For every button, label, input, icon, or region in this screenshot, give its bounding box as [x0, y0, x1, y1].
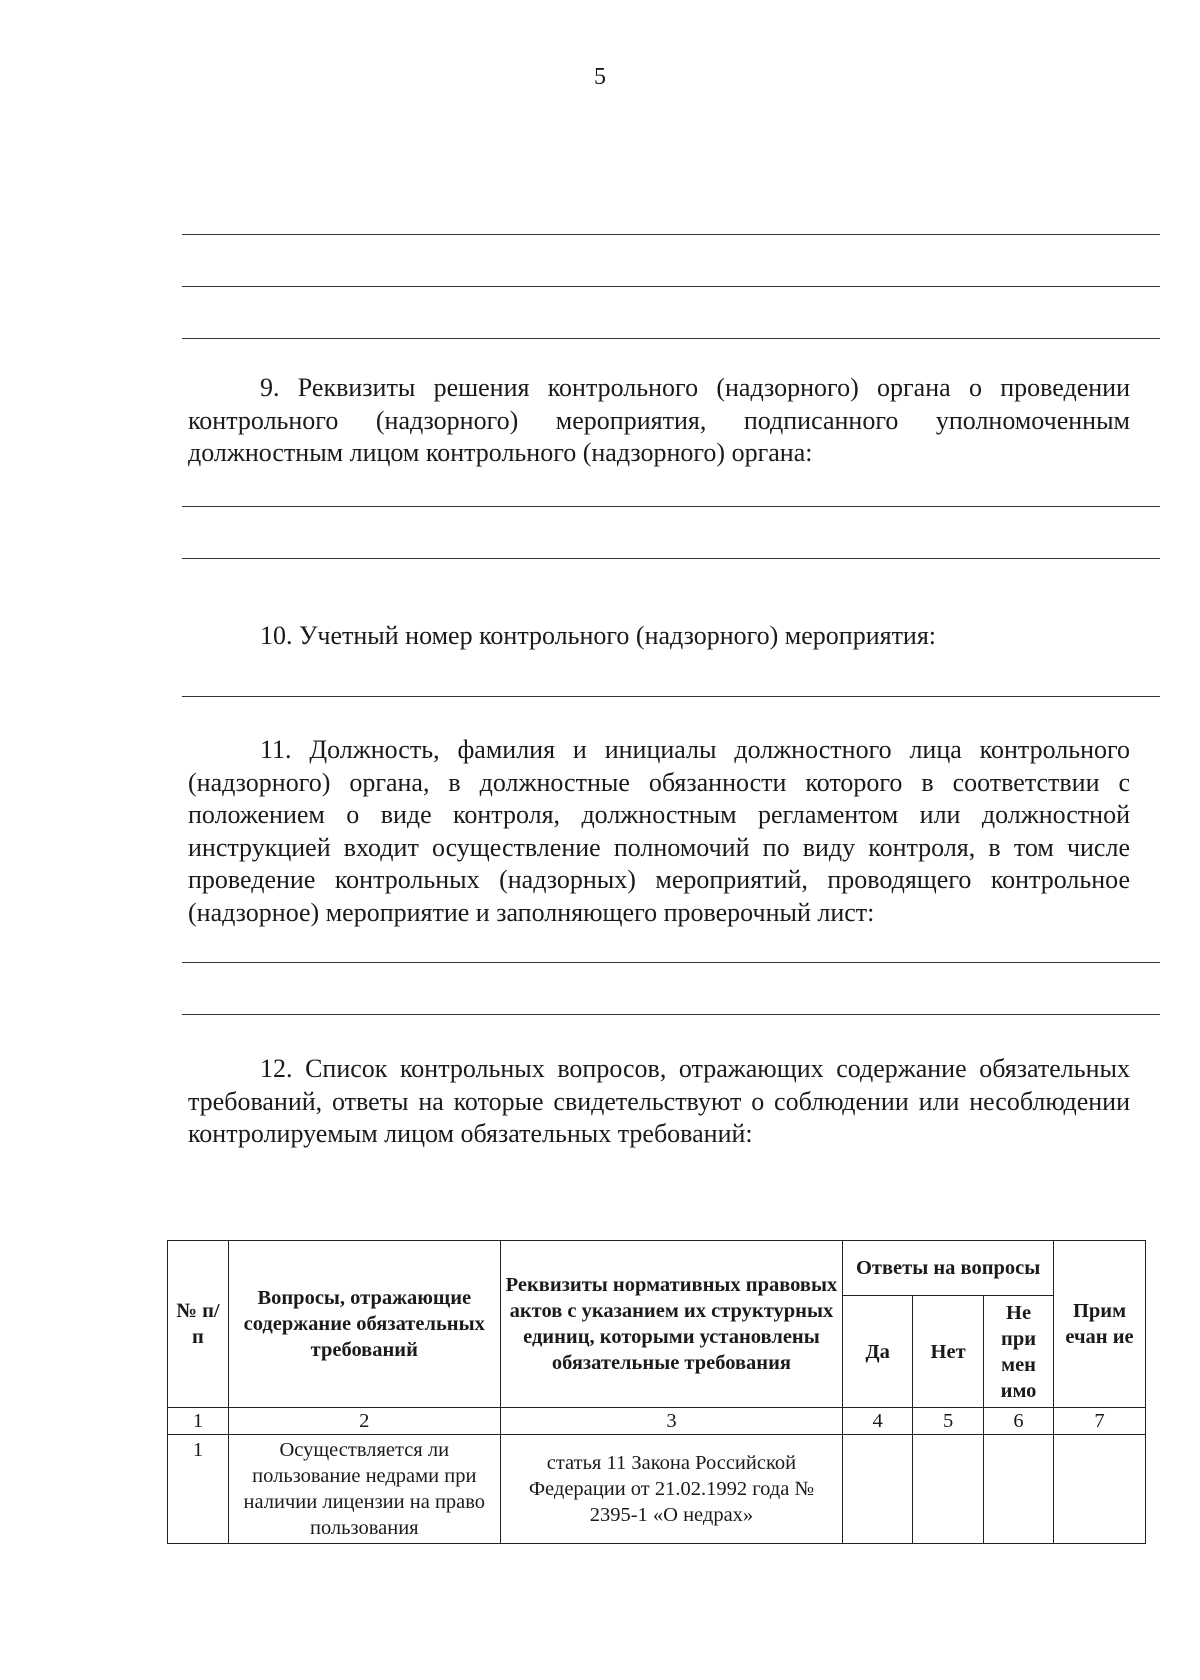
blank-line [182, 558, 1160, 559]
row-requisite: статья 11 Закона Российской Федерации от 21.02.1992 года № 2395-1 «О недрах» [500, 1435, 843, 1544]
header-no: Нет [913, 1296, 984, 1408]
blank-line [182, 234, 1160, 235]
blank-line [182, 286, 1160, 287]
blank-line [182, 506, 1160, 507]
column-index: 3 [500, 1408, 843, 1435]
row-number: 1 [168, 1435, 229, 1544]
checklist-table [167, 1240, 1146, 1544]
answer-yes-cell[interactable] [843, 1435, 913, 1544]
column-index: 1 [168, 1408, 229, 1435]
blank-line [182, 338, 1160, 339]
table-row [168, 1435, 1146, 1544]
item-10-text: 10. Учетный номер контрольного (надзорного) мероприятия: [260, 621, 937, 650]
header-not-applicable: Не при мен имо [984, 1296, 1054, 1408]
answer-no-cell[interactable] [913, 1435, 984, 1544]
blank-line [182, 1014, 1160, 1015]
item-11-text: 11. Должность, фамилия и инициалы должностного лица контрольного (надзорного) органа, в должностные обязанности которого в соответствии с положением о виде контроля, должностным регламентом или должностной инструкцией входит осуществление полномочий по виду контроля, в том числе проведение контрольных (надзорных) мероприятий, проводящего контрольное (надзорное) мероприятие и заполняющего проверочный лист: [188, 735, 1130, 927]
column-index: 7 [1054, 1408, 1146, 1435]
blank-line [182, 696, 1160, 697]
header-requisites: Реквизиты нормативных правовых актов с указанием их структурных единиц, которыми установлены обязательные требования [500, 1241, 843, 1408]
column-index: 5 [913, 1408, 984, 1435]
column-index: 6 [984, 1408, 1054, 1435]
item-9-paragraph [188, 372, 1130, 470]
item-11-paragraph [188, 734, 1130, 929]
column-index: 4 [843, 1408, 913, 1435]
header-num: № п/п [168, 1241, 229, 1408]
column-index: 2 [228, 1408, 500, 1435]
item-10-paragraph [188, 620, 1130, 653]
column-index-row [168, 1408, 1146, 1435]
item-12-paragraph [188, 1053, 1130, 1151]
item-9-text: 9. Реквизиты решения контрольного (надзорного) органа о проведении контрольного (надзорного) мероприятия, подписанного уполномоченным должностным лицом контрольного (надзорного) органа: [188, 373, 1130, 467]
page-number: 5 [594, 64, 606, 90]
item-12-text: 12. Список контрольных вопросов, отражающих содержание обязательных требований, ответы на которые свидетельствуют о соблюдении или несоблюдении контролируемым лицом обязательных требований: [188, 1054, 1130, 1148]
header-questions: Вопросы, отражающие содержание обязательных требований [228, 1241, 500, 1408]
header-yes: Да [843, 1296, 913, 1408]
note-cell[interactable] [1054, 1435, 1146, 1544]
answer-na-cell[interactable] [984, 1435, 1054, 1544]
header-note: Прим ечан ие [1054, 1241, 1146, 1408]
header-answers: Ответы на вопросы [843, 1241, 1054, 1296]
row-question: Осуществляется ли пользование недрами при наличии лицензии на право пользования [228, 1435, 500, 1544]
blank-line [182, 962, 1160, 963]
